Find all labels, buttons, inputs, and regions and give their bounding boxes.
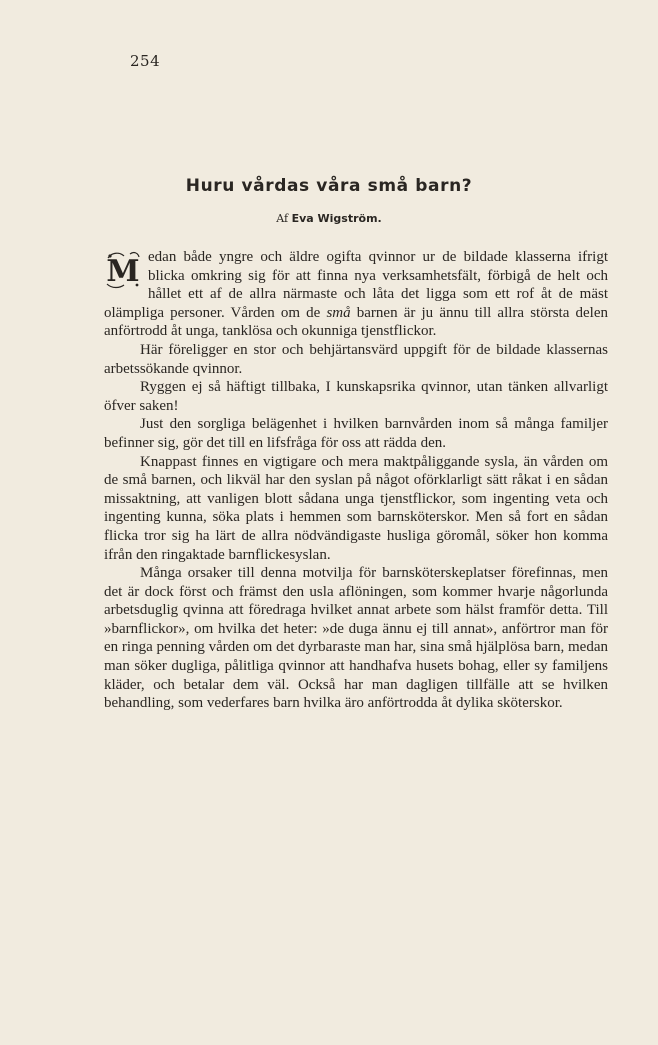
paragraph-2: Här föreligger en stor och behjärtansvärd uppgift för de bildade klassernas arbetssökande qvinnor. xyxy=(104,341,608,377)
ornamental-initial-m-icon xyxy=(104,250,142,290)
emphasis-word: små xyxy=(326,304,351,321)
author-name: Eva Wigström. xyxy=(291,212,382,225)
byline xyxy=(0,212,658,225)
paragraph-1: M edan både yngre och äldre ogifta qvinnor ur de bildade klasserna ifrigt blicka omkring sig för att finna nya verksamhetsfält, förbigå de helt och hållet ett af de allra närmaste och låta det ligga som ett rof åt de mäst olämpliga personer. Vården om de små barnen är ju ännu till allra största delen anförtrodd åt unga, tanklösa och okunniga tjenstflickor. xyxy=(104,249,608,340)
byline-prefix: Af xyxy=(276,212,289,225)
page-number: 254 xyxy=(130,52,161,70)
paragraph-3: Ryggen ej så häftigt tillbaka, I kunskapsrika qvinnor, utan tänken allvarligt öfver saken! xyxy=(104,379,608,414)
article-body xyxy=(104,248,608,713)
paragraph-5: Knappast finnes en vigtigare och mera maktpåliggande sysla, än vården om de små barnen, och likväl har den syslan på något oförklarligt sätt råkat i en sådan missaktning, att vanligen blott sådana unga tjenstflickor, som ingenting veta och ingenting kunna, söka plats i hemmen som barnsköterskor. Men så fort en sådan flicka tror sig ha lärt de allra nödvändigaste husliga göromål, söker hon komma ifrån den ringaktade barnflickesyslan. xyxy=(104,453,608,563)
article-title: Huru vårdas våra små barn? xyxy=(185,176,473,196)
paragraph-4: Just den sorgliga belägenhet i hvilken barnvården inom så många familjer befinner sig, gör det till en lifsfråga för oss att rädda den. xyxy=(104,416,608,451)
dropcap-letter: M xyxy=(106,254,140,289)
paragraph-6: Många orsaker till denna motvilja för barnsköterskeplatser förefinnas, men det är dock först och främst den usla aflöningen, som kommer hvarje någorlunda arbetsduglig qvinna att föredraga hvilket annat arbete som hälst framför detta. Till »barnflickor», om hvilka det heter: »de duga ännu ej till annat», anförtror man för en ringa penning vården om det dyrbaraste man har, sina små hjälplösa barn, medan man söker dugliga, pålitliga qvinnor att handhafva husets bohag, eller sy familjens kläder, och betalar dem väl. Också har man dagligen tillfälle att se hvilken behandling, som vederfares barn hvilka äro anförtrodda åt dylika sköterskor. xyxy=(104,565,608,712)
